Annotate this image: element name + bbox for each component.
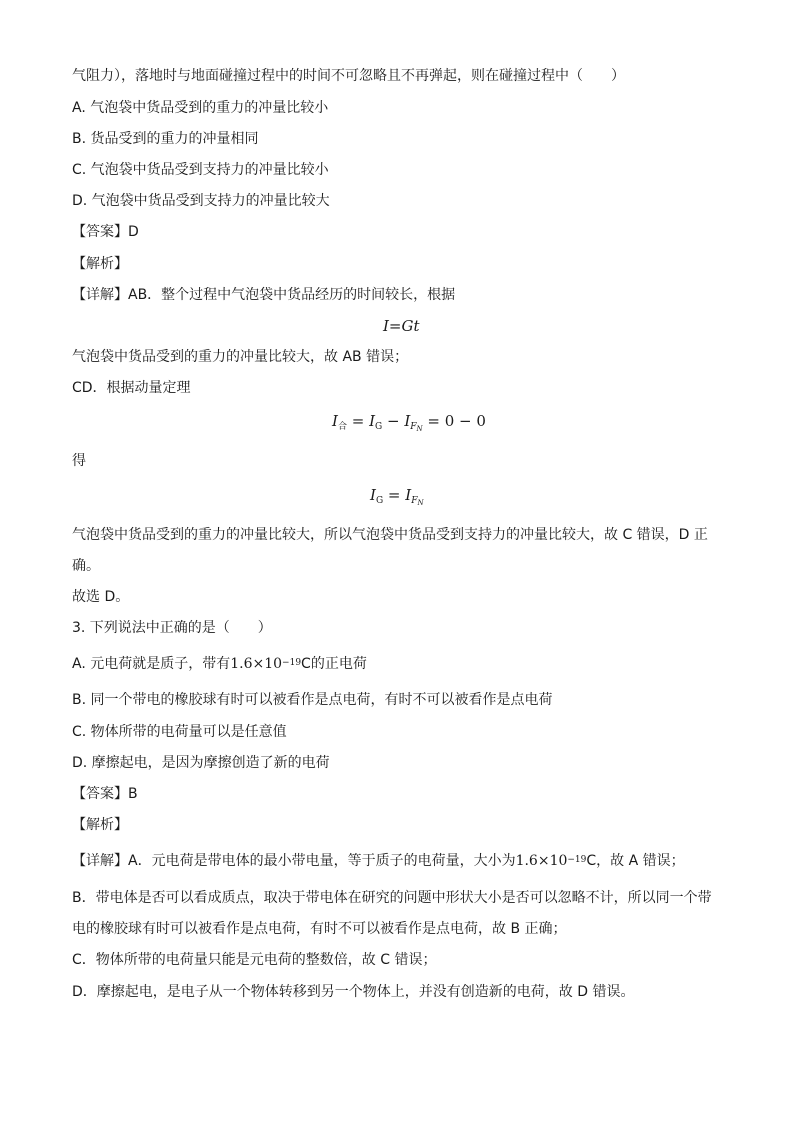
q3-detail-b-line-2: 电的橡胶球有时可以被看作是点电荷，有时不可以被看作是点电荷，故 B 正确； <box>72 921 567 937</box>
q2-detail-line-7: 故选 D。 <box>72 589 130 605</box>
gravity-subscript: G <box>375 496 384 506</box>
equals-sign: = <box>346 412 370 430</box>
impulse-symbol: I <box>404 412 411 430</box>
q3-detail-a: 【详解】A．元电荷是带电体的最小带电量，等于质子的电荷量，大小为$1.6\times 10^{-19}C$，故 A 错误； <box>72 853 685 869</box>
charge-value: $1.6\times 10^{-19}$ <box>515 853 587 869</box>
q3-option-b: B. 同一个带电的橡胶球有时可以被看作是点电荷，有时不可以被看作是点电荷 <box>72 692 553 708</box>
minus-sign: − <box>382 412 405 430</box>
rhs-zero: = 0 − 0 <box>422 412 486 430</box>
q2-detail-line-3: CD．根据动量定理 <box>72 380 191 396</box>
q2-detail-line-1: 【详解】AB．整个过程中气泡袋中货品经历的时间较长，根据 <box>72 287 456 303</box>
impulse-symbol: I <box>369 412 375 430</box>
impulse-symbol: I <box>332 412 338 430</box>
q2-option-c: C. 气泡袋中货品受到支持力的冲量比较小 <box>72 162 329 178</box>
q2-detail-line-2: 气泡袋中货品受到的重力的冲量比较大，故 AB 错误； <box>72 349 409 365</box>
charge-value: $1.6\times 10^{-19}$ <box>230 656 302 672</box>
q3-detail-c: C．物体所带的电荷量只能是元电荷的整数倍，故 C 错误； <box>72 952 437 968</box>
q2-option-a: A. 气泡袋中货品受到的重力的冲量比较小 <box>72 100 329 116</box>
q2-formula-result <box>370 485 424 508</box>
equals-sign: = <box>383 486 406 504</box>
q2-option-b: B. 货品受到的重力的冲量相同 <box>72 131 259 147</box>
q2-detail-line-6: 确。 <box>72 558 100 574</box>
q2-analysis-heading: 【解析】 <box>72 256 128 272</box>
q3-option-c: C. 物体所带的电荷量可以是任意值 <box>72 724 287 740</box>
q2-stem-continuation: 气阻力），落地时与地面碰撞过程中的时间不可忽略且不再弹起，则在碰撞过程中（ ） <box>72 68 625 84</box>
force-subscript: FN <box>410 422 423 433</box>
q2-formula-impulse: I=Gt <box>383 317 420 335</box>
q3-detail-d: D．摩擦起电，是电子从一个物体转移到另一个物体上，并没有创造新的电荷，故 D 错误。 <box>72 984 635 1000</box>
q3-option-d: D. 摩擦起电，是因为摩擦创造了新的电荷 <box>72 755 330 771</box>
normal-subscript: N <box>417 499 424 507</box>
impulse-symbol: I <box>405 486 412 504</box>
q2-option-d: D. 气泡袋中货品受到支持力的冲量比较大 <box>72 193 330 209</box>
q3-detail-b-line-1: B．带电体是否可以看成质点，取决于带电体在研究的问题中形状大小是否可以忽略不计，所以同一个带 <box>72 890 712 906</box>
gravity-subscript: G <box>375 422 383 432</box>
normal-subscript: N <box>416 425 423 433</box>
q3-option-a: A. 元电荷就是质子，带有$1.6\times 10^{-19}C$的正电荷 <box>72 656 367 672</box>
q3-stem: 3. 下列说法中正确的是（ ） <box>72 620 272 636</box>
net-subscript: 合 <box>337 422 347 432</box>
q2-answer: 【答案】D <box>72 224 139 240</box>
q3-answer: 【答案】B <box>72 786 138 802</box>
q3-analysis-heading: 【解析】 <box>72 817 128 833</box>
force-subscript: FN <box>411 496 424 507</box>
impulse-symbol: I <box>370 486 376 504</box>
q2-detail-line-5: 气泡袋中货品受到的重力的冲量比较大，所以气泡袋中货品受到支持力的冲量比较大，故 C 错误，D 正 <box>72 527 708 543</box>
q2-detail-line-4: 得 <box>72 453 86 469</box>
q2-formula-momentum-theorem <box>332 411 486 434</box>
